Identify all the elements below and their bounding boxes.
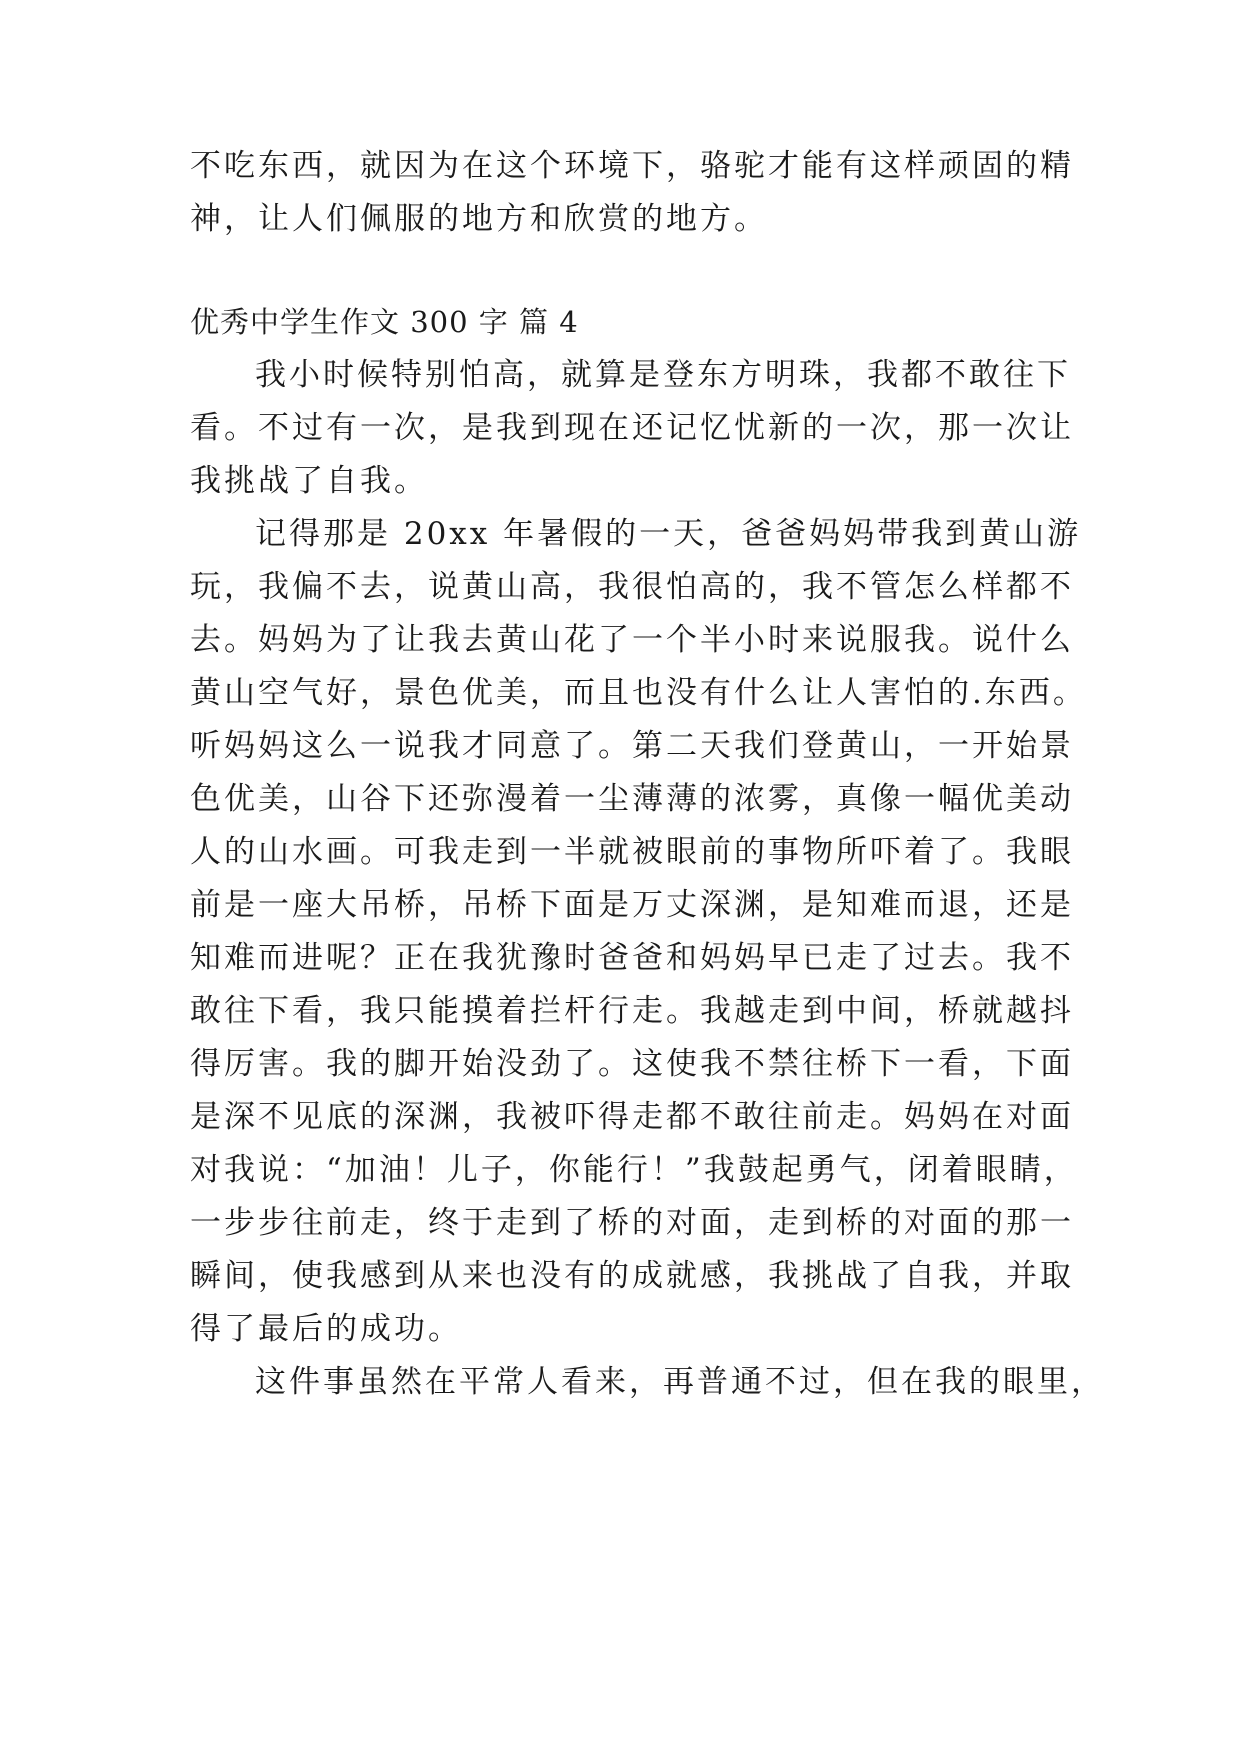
text-line: 这件事虽然在平常人看来，再普通不过，但在我的眼里， [255, 1364, 1105, 1400]
text-line: 一步步往前走，终于走到了桥的对面，走到桥的对面的那一 [190, 1205, 1074, 1241]
text-line: 是深不见底的深渊，我被吓得走都不敢往前走。妈妈在对面 [190, 1099, 1074, 1135]
text-line: 得了最后的成功。 [190, 1311, 462, 1347]
text-line: 去。妈妈为了让我去黄山花了一个半小时来说服我。说什么 [190, 622, 1074, 658]
text-line: 看。不过有一次，是我到现在还记忆忧新的一次，那一次让 [190, 410, 1074, 446]
text-line: 玩，我偏不去，说黄山高，我很怕高的，我不管怎么样都不 [190, 569, 1074, 605]
text-line: 前是一座大吊桥，吊桥下面是万丈深渊，是知难而退，还是 [190, 887, 1074, 923]
text-line: 色优美，山谷下还弥漫着一尘薄薄的浓雾，真像一幅优美动 [190, 781, 1074, 817]
text-line: 我挑战了自我。 [190, 463, 428, 499]
text-line: 敢往下看，我只能摸着拦杆行走。我越走到中间，桥就越抖 [190, 993, 1074, 1029]
text-line: 对我说：“加油！儿子，你能行！”我鼓起勇气，闭着眼睛， [190, 1152, 1078, 1188]
text-line: 神，让人们佩服的地方和欣赏的地方。 [190, 201, 768, 237]
text-line: 瞬间，使我感到从来也没有的成就感，我挑战了自我，并取 [190, 1258, 1074, 1294]
text-line: 知难而进呢？正在我犹豫时爸爸和妈妈早已走了过去。我不 [190, 940, 1074, 976]
text-line: 我小时候特别怕高，就算是登东方明珠，我都不敢往下 [255, 357, 1071, 393]
text-line: 记得那是 20xx 年暑假的一天，爸爸妈妈带我到黄山游 [255, 516, 1082, 552]
text-line: 得厉害。我的脚开始没劲了。这使我不禁往桥下一看，下面 [190, 1046, 1074, 1082]
section-heading: 优秀中学生作文 300 字 篇 4 [190, 305, 579, 339]
text-line: 人的山水画。可我走到一半就被眼前的事物所吓着了。我眼 [190, 834, 1074, 870]
text-line: 黄山空气好，景色优美，而且也没有什么让人害怕的.东西。 [190, 675, 1087, 711]
text-line: 听妈妈这么一说我才同意了。第二天我们登黄山，一开始景 [190, 728, 1074, 764]
text-line: 不吃东西，就因为在这个环境下，骆驼才能有这样顽固的精 [190, 148, 1074, 184]
